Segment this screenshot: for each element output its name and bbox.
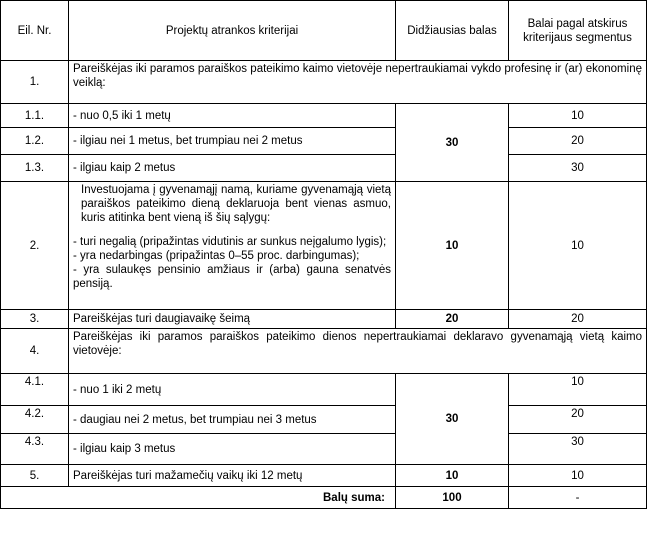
row-max: 10 <box>396 182 509 310</box>
table-row <box>1 128 647 155</box>
total-max: 100 <box>396 487 509 509</box>
table-row <box>1 465 647 487</box>
row-text: - nuo 0,5 iki 1 metų <box>69 104 396 128</box>
row-max: 20 <box>396 310 509 329</box>
table-row <box>1 434 647 465</box>
row-max: 10 <box>396 465 509 487</box>
row-text-block <box>69 182 396 310</box>
row-nr: 5. <box>1 465 69 487</box>
header-row <box>1 1 647 61</box>
row-score: 20 <box>509 406 647 434</box>
table-row <box>1 329 647 374</box>
row-score: 20 <box>509 310 647 329</box>
row-text: Pareiškėjas turi mažamečių vaikų iki 12 metų <box>69 465 396 487</box>
total-row <box>1 487 647 509</box>
header-segment: Balai pagal atskirus kriterijaus segmentus <box>509 1 647 61</box>
row-nr: 2. <box>1 182 69 310</box>
row-nr: 4.2. <box>1 406 69 434</box>
table-row <box>1 406 647 434</box>
header-criteria: Projektų atrankos kriterijai <box>69 1 396 61</box>
row-score: 30 <box>509 155 647 182</box>
row-text: Investuojama į gyvenamąjį namą, kuriame gyvenamąją vietą paraiškos pateikimo dieną deklaruoja bent vienas asmuo, kuris atitinka bent vieną iš šių sąlygų: <box>81 184 391 224</box>
row-score: 10 <box>509 104 647 128</box>
table-row <box>1 374 647 406</box>
condition-disability: - turi negalią (pripažintas vidutinis ar sunkus neįgalumo lygis); <box>73 236 387 248</box>
row-text: Pareiškėjas iki paramos paraiškos pateikimo dienos nepertraukiamai deklaravo gyvenamąją vietą kaimo vietovėje: <box>69 329 647 374</box>
row-text: Pareiškėjas iki paramos paraiškos pateikimo kaimo vietovėje nepertraukiamai vykdo profesinę ir (ar) ekonominę veiklą: <box>69 61 647 104</box>
row-score: 20 <box>509 128 647 155</box>
row-text: - ilgiau kaip 3 metus <box>69 434 396 465</box>
row-nr: 1. <box>1 61 69 104</box>
table-row <box>1 182 647 310</box>
header-max: Didžiausias balas <box>396 1 509 61</box>
table-row <box>1 104 647 128</box>
row-score: 10 <box>509 465 647 487</box>
row-score: 10 <box>509 182 647 310</box>
row-nr: 3. <box>1 310 69 329</box>
row-nr: 4.3. <box>1 434 69 465</box>
row-nr: 4. <box>1 329 69 374</box>
row-nr: 4.1. <box>1 374 69 406</box>
row-text: - daugiau nei 2 metus, bet trumpiau nei 3 metus <box>69 406 396 434</box>
row-text: Pareiškėjas turi daugiavaikę šeimą <box>69 310 396 329</box>
table-row <box>1 61 647 104</box>
row-nr: 1.2. <box>1 128 69 155</box>
condition-pension: - yra sulaukęs pensinio amžiaus ir (arba) gauna senatvės pensiją. <box>73 264 391 290</box>
row-score: 30 <box>509 434 647 465</box>
row-text: - ilgiau kaip 2 metus <box>69 155 396 182</box>
row-score: 10 <box>509 374 647 406</box>
total-score: - <box>509 487 647 509</box>
row-nr: 1.1. <box>1 104 69 128</box>
table-row <box>1 310 647 329</box>
total-label: Balų suma: <box>1 487 396 509</box>
row-nr: 1.3. <box>1 155 69 182</box>
row-max: 30 <box>396 374 509 465</box>
row-text: - ilgiau nei 1 metus, bet trumpiau nei 2 metus <box>69 128 396 155</box>
table-row <box>1 155 647 182</box>
condition-incapacity: - yra nedarbingas (pripažintas 0–55 proc. darbingumas); <box>73 250 360 262</box>
header-nr: Eil. Nr. <box>1 1 69 61</box>
row-max: 30 <box>396 104 509 182</box>
row-text: - nuo 1 iki 2 metų <box>69 374 396 406</box>
